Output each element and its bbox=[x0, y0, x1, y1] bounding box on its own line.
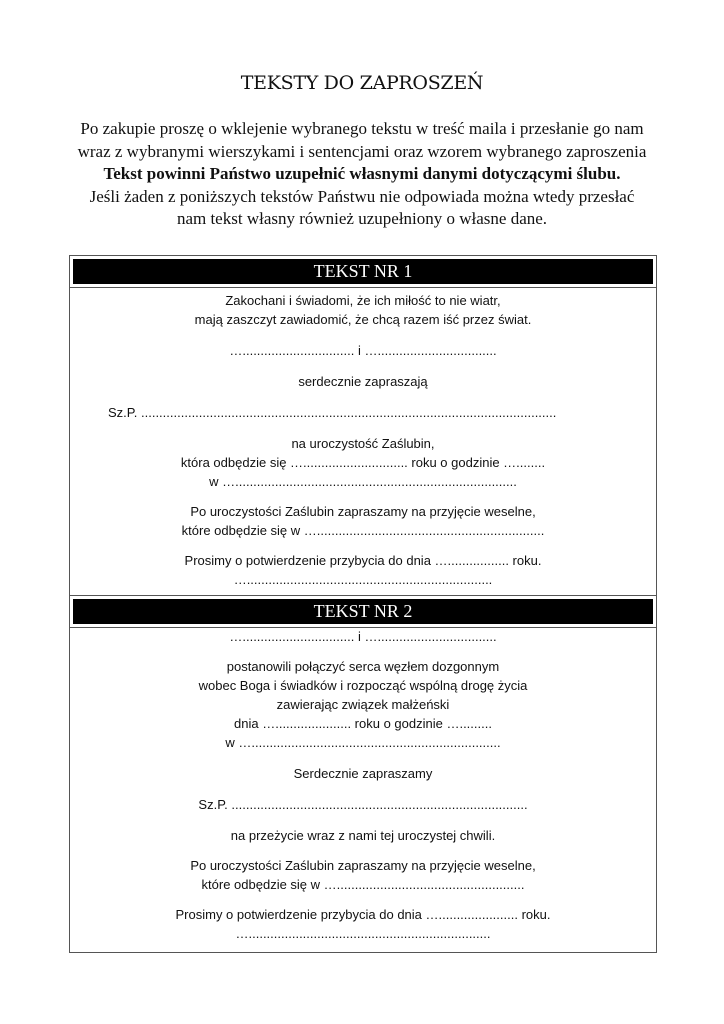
text-1-guest: Sz.P. ................................................................................................................... bbox=[108, 405, 557, 420]
text-2-rsvp: Prosimy o potwierdzenie przybycia do dnia …...................... roku. bbox=[175, 907, 551, 922]
text-2-content bbox=[70, 627, 656, 952]
text-1-event: która odbędzie się …............................. roku o godzinie …........ bbox=[180, 455, 546, 470]
text-2-reception: które odbędzie się w ….................................................... bbox=[201, 877, 525, 892]
text-1-reception: które odbędzie się w …............................................................... bbox=[181, 523, 545, 538]
text-2-rsvp: …................................................................... bbox=[235, 926, 491, 941]
text-1-names: …............................... i …................................. bbox=[229, 343, 497, 358]
text-1-invite: serdecznie zapraszają bbox=[298, 374, 428, 389]
page-title: TEKSTY DO ZAPROSZEŃ bbox=[240, 72, 484, 94]
text-2-section bbox=[69, 595, 657, 953]
text-1-rsvp: Prosimy o potwierdzenie przybycia do dnia …................. roku. bbox=[184, 553, 542, 568]
text-1-event: w ….............................................................................. bbox=[209, 474, 517, 489]
text-1-line: mają zaszczyt zawiadomić, że chcą razem iść przez świat. bbox=[194, 312, 532, 327]
text-2-names: …............................... i …................................. bbox=[229, 629, 497, 644]
text-2-reception: Po uroczystości Zaślubin zapraszamy na przyjęcie weselne, bbox=[190, 858, 536, 873]
text-1-reception: Po uroczystości Zaślubin zapraszamy na przyjęcie weselne, bbox=[190, 504, 536, 519]
intro-note-bold: Tekst powinni Państwo uzupełnić własnymi danymi dotyczącymi ślubu. bbox=[103, 164, 621, 183]
text-1-content bbox=[70, 287, 656, 595]
text-2-line: postanowili połączyć serca węzłem dozgonnym bbox=[226, 659, 500, 674]
intro-instructions: Po zakupie proszę o wklejenie wybranego tekstu w treść maila i przesłanie go nam wraz z wybranymi wierszykami i sentencjami oraz wzorem wybranego zaproszenia bbox=[77, 119, 647, 161]
text-2-heading: TEKST NR 2 bbox=[73, 599, 653, 624]
intro-alternative: Jeśli żaden z poniższych tekstów Państwu nie odpowiada można wtedy przesłać nam tekst własny również uzupełniony o własne dane. bbox=[89, 186, 635, 228]
text-2-moment: na przeżycie wraz z nami tej uroczystej chwili. bbox=[230, 828, 496, 843]
text-2-invite: Serdecznie zapraszamy bbox=[293, 766, 433, 781]
text-1-section bbox=[69, 255, 657, 596]
text-1-event: na uroczystość Zaślubin, bbox=[291, 436, 435, 451]
intro-text bbox=[74, 118, 650, 231]
text-2-line: w …..................................................................... bbox=[225, 735, 501, 750]
text-1-rsvp: ….................................................................... bbox=[233, 572, 493, 587]
text-1-heading: TEKST NR 1 bbox=[73, 259, 653, 284]
text-2-line: dnia …..................... roku o godzinie …......... bbox=[234, 716, 492, 731]
text-2-guest: Sz.P. .................................................................................. bbox=[198, 797, 528, 812]
text-1-line: Zakochani i świadomi, że ich miłość to nie wiatr, bbox=[225, 293, 501, 308]
text-2-line: wobec Boga i świadków i rozpocząć wspólną drogę życia bbox=[198, 678, 528, 693]
text-2-line: zawierając związek małżeński bbox=[276, 697, 450, 712]
